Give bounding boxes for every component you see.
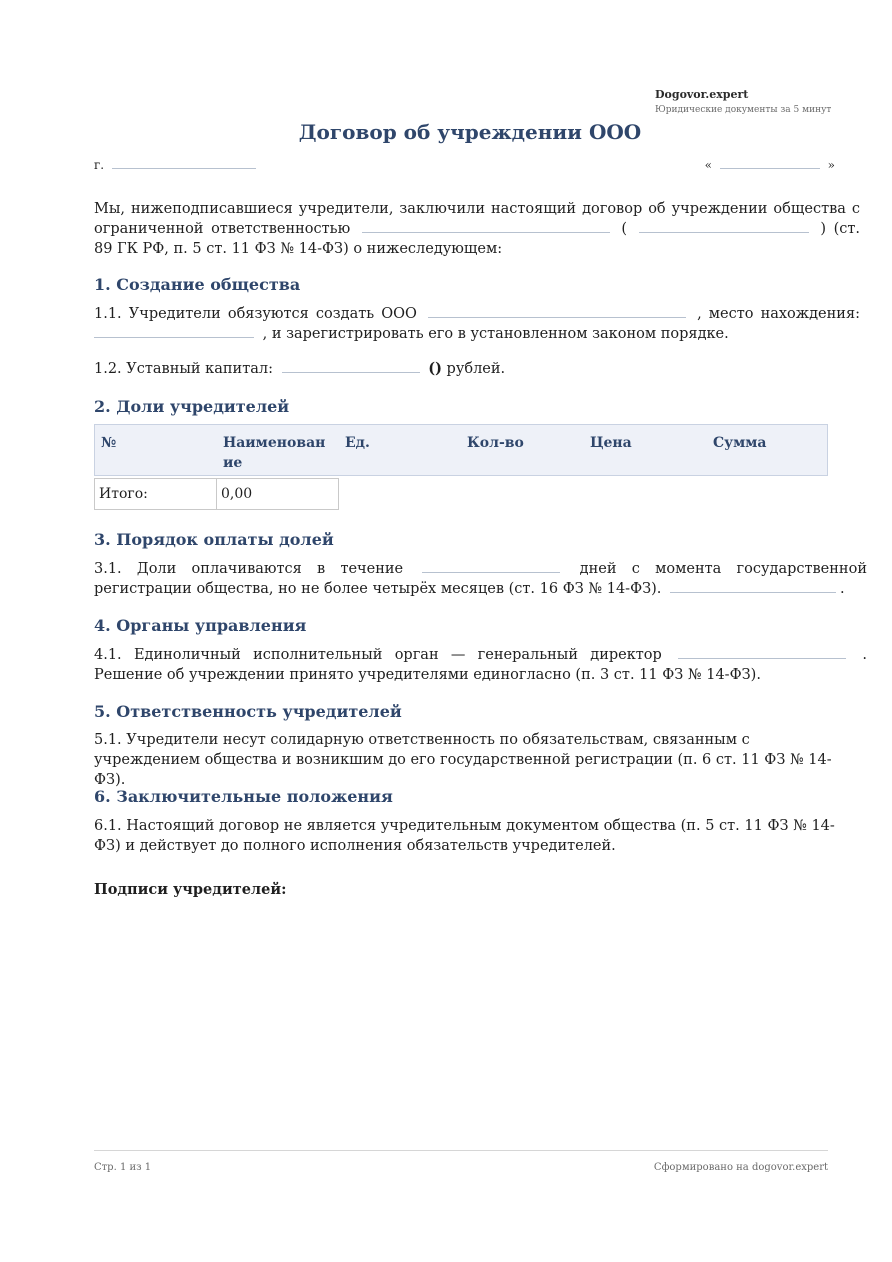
clause-1-2 <box>94 359 860 379</box>
clause-1-1-text-a: 1.1. Учредители обязуются создать ООО <box>94 306 417 322</box>
signatures-label: Подписи учредителей: <box>94 881 287 898</box>
city-prefix: г. <box>94 158 105 172</box>
column-number: № <box>101 435 117 451</box>
city-blank[interactable] <box>112 156 256 169</box>
clause-1-1-text-c: , и зарегистрировать его в установленном законом порядке. <box>262 326 729 342</box>
page-number: Стр. 1 из 1 <box>94 1162 152 1173</box>
clause-3-1 <box>94 559 867 599</box>
date-open-quote: « <box>704 158 712 172</box>
total-value: 0,00 <box>216 478 339 510</box>
ooo-name-blank[interactable] <box>428 305 686 318</box>
section-5-heading: 5. Ответственность учредителей <box>94 702 402 721</box>
intro-paragraph <box>94 199 860 259</box>
capital-words-paren: () <box>428 360 442 377</box>
company-name-blank[interactable] <box>362 220 610 233</box>
brand-name: Dogovor.expert <box>655 88 749 101</box>
payment-note-blank[interactable] <box>670 580 836 593</box>
section-2-heading: 2. Доли учредителей <box>94 397 290 416</box>
intro-text-1: Мы, нижеподписавшиеся учредители, заключили настоящий договор об учреждении общества с ограниченной ответственностью <box>94 201 860 237</box>
brand-tagline: Юридические документы за 5 минут <box>655 105 832 115</box>
clause-1-2-text-b: рублей. <box>446 361 506 377</box>
clause-1-1-text-b: , место нахождения: <box>697 306 860 322</box>
section-1-heading: 1. Создание общества <box>94 275 301 294</box>
clause-1-2-text-a: 1.2. Уставный капитал: <box>94 361 273 377</box>
intro-text-2: ) (ст. 89 ГК РФ, п. 5 ст. 11 ФЗ № 14-ФЗ) о нижеследующем: <box>94 221 860 257</box>
brand-block <box>655 88 855 117</box>
clause-3-1-text-c: . <box>840 581 845 597</box>
intro-open-paren: ( <box>621 221 628 237</box>
section-6-heading: 6. Заключительные положения <box>94 787 393 806</box>
company-short-name-blank[interactable] <box>639 220 809 233</box>
clause-5-1: 5.1. Учредители несут солидарную ответственность по обязательствам, связанным с учреждением общества и возникшим до его государственной регистрации (п. 6 ст. 11 ФЗ № 14-ФЗ). <box>94 732 832 788</box>
clause-4-1-text-a: 4.1. Единоличный исполнительный орган — генеральный директор <box>94 647 662 663</box>
column-price: Цена <box>590 435 632 451</box>
payment-days-blank[interactable] <box>422 560 560 573</box>
section-3-heading: 3. Порядок оплаты долей <box>94 530 334 549</box>
total-label: Итого: <box>94 478 217 510</box>
generated-note: Сформировано на dogovor.expert <box>653 1162 828 1173</box>
clause-4-1 <box>94 645 867 685</box>
column-name: Наименование <box>223 435 326 471</box>
document-title: Договор об учреждении ООО <box>298 120 642 144</box>
date-blank[interactable] <box>720 156 820 169</box>
clause-3-1-text-a: 3.1. Доли оплачиваются в течение <box>94 561 404 577</box>
section-4-heading: 4. Органы управления <box>94 616 307 635</box>
column-quantity: Кол-во <box>467 435 524 451</box>
capital-blank[interactable] <box>282 360 420 373</box>
clause-1-1 <box>94 304 860 344</box>
clause-3-1-text-b: дней с момента государственной регистрации общества, но не более четырёх месяцев (ст. 16 ФЗ № 14-ФЗ). <box>94 561 867 597</box>
location-blank[interactable] <box>94 325 254 338</box>
shares-table-header <box>94 424 828 476</box>
director-name-blank[interactable] <box>678 646 846 659</box>
footer-divider <box>94 1150 828 1151</box>
column-unit: Ед. <box>345 435 370 451</box>
column-sum: Сумма <box>713 435 767 451</box>
date-line <box>705 156 835 172</box>
clause-4-1-text-b: . Решение об учреждении принято учредителями единогласно (п. 3 ст. 11 ФЗ № 14-ФЗ). <box>94 647 867 683</box>
clause-6-1: 6.1. Настоящий договор не является учредительным документом общества (п. 5 ст. 11 ФЗ № 14-ФЗ) и действует до полного исполнения обязательств учредителей. <box>94 818 835 854</box>
date-close-quote: » <box>827 158 835 172</box>
city-line <box>94 156 260 172</box>
